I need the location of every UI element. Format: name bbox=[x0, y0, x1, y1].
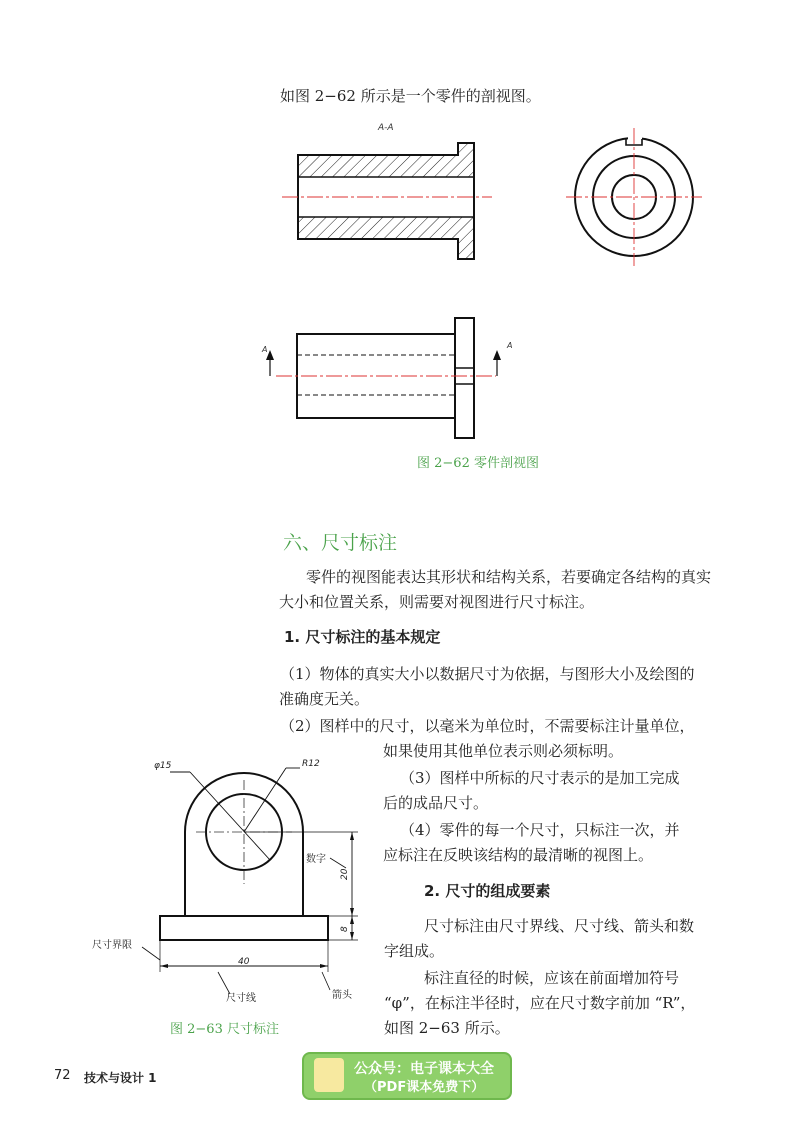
dim-8-label: 8 bbox=[340, 926, 350, 932]
diameter-line2: “φ”，在标注半径时，应在尺寸数字前加 “R”， bbox=[384, 994, 696, 1012]
para1-line2: 大小和位置关系，则需要对视图进行尺寸标注。 bbox=[279, 593, 595, 611]
section-title: 六、尺寸标注 bbox=[283, 532, 398, 554]
diameter-line1: 标注直径的时候，应该在前面增加符号 bbox=[424, 969, 680, 987]
rule1-line1: （1）物体的真实大小以数据尺寸为依据，与图形大小及绘图的 bbox=[280, 665, 695, 683]
dim-phi-label: φ15 bbox=[154, 761, 172, 771]
rule4-line2: 应标注在反映该结构的最清晰的视图上。 bbox=[383, 846, 654, 864]
rule3-line1: （3）图样中所标的尺寸表示的是加工完成 bbox=[400, 769, 680, 787]
comp-line1: 尺寸标注由尺寸界线、尺寸线、箭头和数 bbox=[424, 917, 695, 935]
label-arrow: 箭头 bbox=[332, 990, 352, 1001]
label-extension-line: 尺寸界限 bbox=[92, 940, 132, 951]
intro-text: 如图 2−62 所示是一个零件的剖视图。 bbox=[280, 87, 541, 105]
watermark-badge bbox=[302, 1052, 512, 1100]
rule4-line1: （4）零件的每一个尺寸，只标注一次，并 bbox=[400, 821, 680, 839]
rule3-line2: 后的成品尺寸。 bbox=[383, 794, 489, 812]
label-dimension-line: 尺寸线 bbox=[226, 993, 256, 1004]
rule2-line1: （2）图样中的尺寸，以毫米为单位时，不需要标注计量单位， bbox=[280, 717, 695, 735]
arrow-label-left: A bbox=[262, 345, 268, 354]
figure-2-62-caption: 图 2−62 零件剖视图 bbox=[417, 456, 539, 471]
label-number: 数字 bbox=[306, 854, 326, 865]
para1-line1: 零件的视图能表达其形状和结构关系，若要确定各结构的真实 bbox=[306, 568, 712, 586]
dim-40-label: 40 bbox=[238, 957, 250, 967]
figure-2-63-caption: 图 2−63 尺寸标注 bbox=[170, 1022, 279, 1037]
watermark-line2: （PDF课本免费下） bbox=[364, 1080, 485, 1095]
bracket-drawing bbox=[142, 768, 358, 994]
section-label: A-A bbox=[378, 123, 394, 133]
diameter-line3: 如图 2−63 所示。 bbox=[384, 1019, 510, 1037]
rule1-line2: 准确度无关。 bbox=[279, 690, 370, 708]
page-number: 72 bbox=[54, 1068, 71, 1083]
dim-r-label: R12 bbox=[302, 759, 320, 769]
book-icon bbox=[314, 1058, 344, 1092]
dim-20-label: 20 bbox=[340, 868, 350, 880]
subsection-2-title: 2. 尺寸的组成要素 bbox=[424, 882, 551, 900]
rule2-line2: 如果使用其他单位表示则必须标明。 bbox=[383, 742, 624, 760]
subsection-1-title: 1. 尺寸标注的基本规定 bbox=[284, 628, 441, 646]
watermark-line1: 公众号：电子课本大全 bbox=[354, 1061, 494, 1077]
arrow-label-right: A bbox=[507, 341, 513, 350]
book-title: 技术与设计 1 bbox=[84, 1071, 157, 1085]
comp-line2: 字组成。 bbox=[384, 942, 445, 960]
